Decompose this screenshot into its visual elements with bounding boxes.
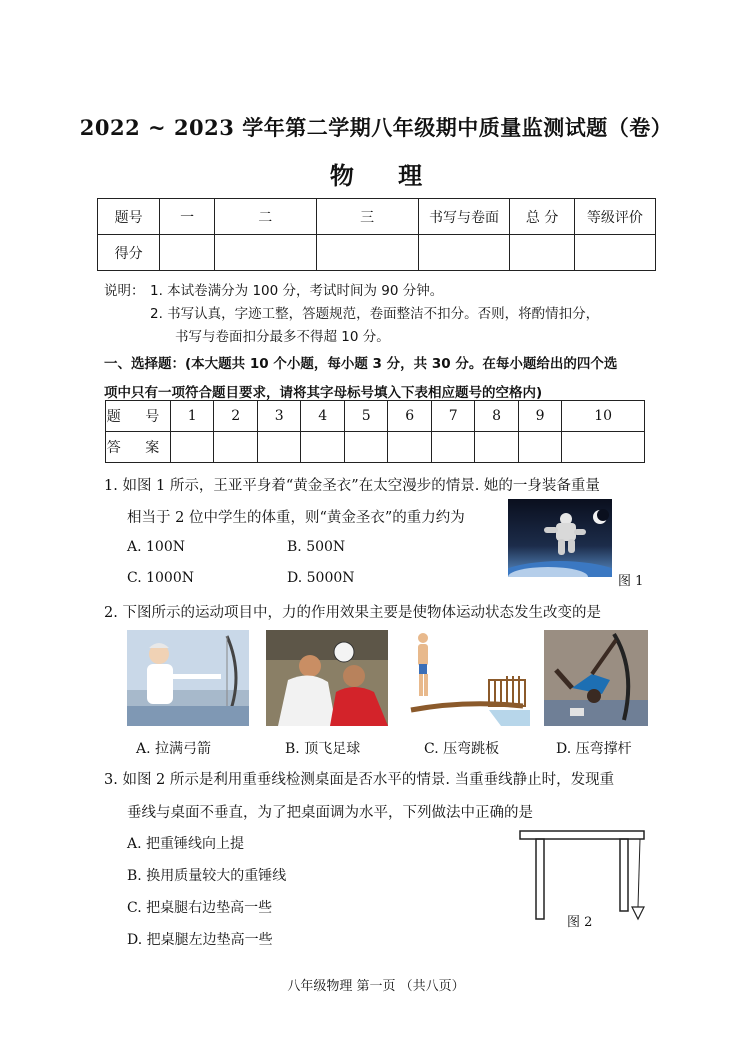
soccer-header-photo <box>266 630 388 726</box>
question-number: 10 <box>562 401 645 432</box>
question-number: 5 <box>344 401 387 432</box>
answer-header-label: 题 号 <box>106 401 171 432</box>
score-header-cell: 一 <box>160 199 214 235</box>
q3-option-b: B. 换用质量较大的重锤线 <box>127 868 287 884</box>
q3-option-d: D. 把桌腿左边垫高一些 <box>127 932 273 948</box>
answer-cell[interactable] <box>388 432 431 463</box>
question-number: 4 <box>301 401 344 432</box>
answer-cell[interactable] <box>171 432 214 463</box>
q1-option-b: B. 500N <box>287 539 346 555</box>
question-number: 7 <box>431 401 474 432</box>
score-cell[interactable] <box>214 235 316 271</box>
section1-instruction-line1: 一、选择题：(本大题共 10 个小题，每小题 3 分，共 30 分。在每小题给出的四个选 <box>104 356 618 372</box>
page-footer: 八年级物理 第一页 （共八页） <box>287 979 465 994</box>
answer-row-label: 答 案 <box>106 432 171 463</box>
answer-cell[interactable] <box>344 432 387 463</box>
score-header-cell: 三 <box>316 199 418 235</box>
score-table-score-row <box>98 235 656 271</box>
q1-option-c: C. 1000N <box>127 570 194 586</box>
question-number: 2 <box>214 401 257 432</box>
answer-cell[interactable] <box>518 432 561 463</box>
q2-stem: 2. 下图所示的运动项目中，力的作用效果主要是使物体运动状态发生改变的是 <box>104 605 601 621</box>
score-cell[interactable] <box>160 235 214 271</box>
q3-option-a: A. 把重锤线向上提 <box>127 836 245 852</box>
question-number: 3 <box>257 401 300 432</box>
q1-option-d: D. 5000N <box>287 570 355 586</box>
diving-board-illustration <box>405 630 530 726</box>
q1-option-a: A. 100N <box>127 539 185 555</box>
score-cell[interactable] <box>510 235 574 271</box>
figure-1-caption: 图 1 <box>618 574 644 589</box>
archery-photo <box>127 630 249 726</box>
score-table <box>97 198 656 271</box>
q2-option-d: D. 压弯撑杆 <box>556 741 632 757</box>
section1-instruction-line2: 项中只有一项符合题目要求，请将其字母标号填入下表相应题号的空格内) <box>104 385 543 401</box>
score-header-cell: 书写与卷面 <box>418 199 510 235</box>
answer-table-number-row <box>106 401 645 432</box>
answer-cell[interactable] <box>431 432 474 463</box>
q2-option-c: C. 压弯跳板 <box>424 741 500 757</box>
score-cell[interactable] <box>316 235 418 271</box>
answer-table <box>105 400 645 463</box>
q2-option-a: A. 拉满弓箭 <box>136 741 212 757</box>
note-item-2: 2. 书写认真，字迹工整，答题规范，卷面整洁不扣分。否则，将酌情扣分， <box>150 306 600 322</box>
score-header-cell: 题号 <box>98 199 160 235</box>
question-number: 9 <box>518 401 561 432</box>
score-header-cell: 等级评价 <box>574 199 655 235</box>
question-number: 6 <box>388 401 431 432</box>
score-cell[interactable] <box>574 235 655 271</box>
answer-cell[interactable] <box>562 432 645 463</box>
subject-title: 物 理 <box>329 161 441 190</box>
score-table-header-row <box>98 199 656 235</box>
score-row-label: 得分 <box>98 235 160 271</box>
notes-lead: 说明： <box>104 283 145 299</box>
q2-option-b: B. 顶飞足球 <box>285 741 361 757</box>
question-number: 1 <box>171 401 214 432</box>
answer-cell[interactable] <box>475 432 518 463</box>
question-number: 8 <box>475 401 518 432</box>
answer-cell[interactable] <box>214 432 257 463</box>
score-header-cell: 总 分 <box>510 199 574 235</box>
table-plumb-line-diagram <box>516 825 650 925</box>
q1-stem-line2: 相当于 2 位中学生的体重，则“黄金圣衣”的重力约为 <box>127 510 465 526</box>
answer-cell[interactable] <box>301 432 344 463</box>
astronaut-photo <box>508 499 612 577</box>
score-cell[interactable] <box>418 235 510 271</box>
q1-stem-line1: 1. 如图 1 所示，王亚平身着“黄金圣衣”在太空漫步的情景. 她的一身装备重量 <box>104 478 600 494</box>
note-item-2-cont: 书写与卷面扣分最多不得超 10 分。 <box>175 329 390 345</box>
q3-option-c: C. 把桌腿右边垫高一些 <box>127 900 273 916</box>
score-header-cell: 二 <box>214 199 316 235</box>
note-item-1: 1. 本试卷满分为 100 分，考试时间为 90 分钟。 <box>150 283 444 299</box>
q3-stem-line2: 垂线与桌面不垂直，为了把桌面调为水平，下列做法中正确的是 <box>127 805 533 821</box>
exam-title: 2022 ~ 2023 学年第二学期八年级期中质量监测试题（卷） <box>79 115 673 140</box>
figure-2-caption: 图 2 <box>567 915 593 930</box>
q3-stem-line1: 3. 如图 2 所示是利用重垂线检测桌面是否水平的情景. 当重垂线静止时，发现重 <box>104 772 615 788</box>
answer-table-answer-row <box>106 432 645 463</box>
pole-vault-photo <box>544 630 648 726</box>
answer-cell[interactable] <box>257 432 300 463</box>
